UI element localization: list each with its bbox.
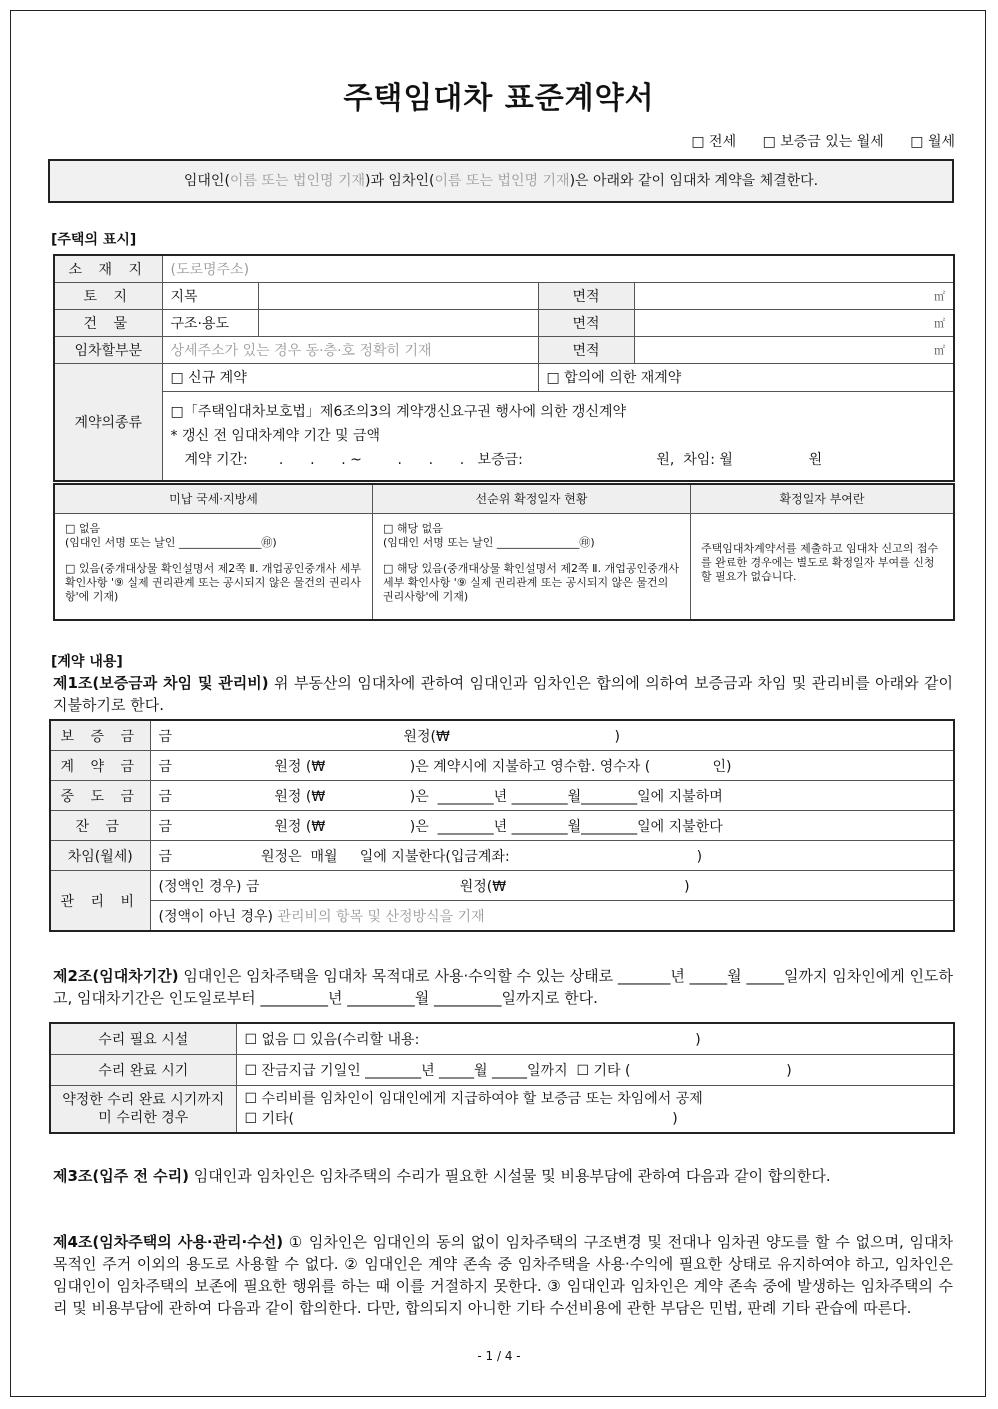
deposit-field[interactable]: 금 원정(₩ ): [150, 720, 954, 751]
unpaid-tax-header: 미납 국세·지방세: [55, 485, 372, 514]
renewal-cell: [162, 391, 954, 481]
article-4-title: 제4조(임차주택의 사용·관리·수선): [53, 1233, 284, 1251]
option-monthly[interactable]: □ 월세: [910, 134, 955, 150]
monthly-rent-field[interactable]: 금 원정은 매월 일에 지불한다(입금계좌: ): [150, 841, 954, 871]
prior-sign-line[interactable]: (임대인 서명 또는 날인 _______________㊞): [383, 536, 595, 549]
fixed-date-header: 확정일자 부여란: [691, 485, 953, 514]
unrepaired-label: 약정한 수리 완료 시기까지 미 수리한 경우: [50, 1086, 236, 1134]
new-contract-checkbox[interactable]: □ 신규 계약: [162, 364, 538, 392]
article-3-title: 제3조(입주 전 수리): [53, 1167, 190, 1185]
down-payment-label: 계 약 금: [50, 751, 150, 781]
intro-text-1: 임대인(: [183, 173, 230, 189]
agreed-recontract-checkbox[interactable]: □ 합의에 의한 재계약: [538, 364, 954, 392]
article-3: [53, 1165, 953, 1187]
housing-heading: [주택의 표시]: [51, 232, 137, 248]
housing-table: [53, 254, 955, 482]
contract-page: [10, 10, 986, 1397]
land-area-label: 면적: [538, 283, 634, 310]
fee-variable-placeholder: 관리비의 항목 및 산정방식을 기재: [277, 908, 485, 925]
deposit-label: 보 증 금: [50, 720, 150, 751]
article-1-text: 위 부동산의 임대차에 관하여 임대인과 임차인은 합의에 의하여 보증금과 차임 및 관리비를 아래와 같이 지불하기로 한다.: [53, 674, 953, 714]
article-2: [53, 965, 953, 1009]
leased-area-field[interactable]: ㎡: [634, 337, 954, 364]
unrepaired-cell: [236, 1086, 954, 1134]
balance-label: 잔 금: [50, 811, 150, 841]
interim-payment-label: 중 도 금: [50, 781, 150, 811]
landlord-name-field[interactable]: 이름 또는 법인명 기재: [229, 173, 365, 189]
article-4-text: ① 임차인은 임대인의 동의 없이 임차주택의 구조변경 및 전대나 임차권 양도를 할 수 없으며, 임대차 목적인 주거 이외의 용도로 사용할 수 없다. ② 임대인은 계약 존속 중 임차주택을 사용·수익에 필요한 상태로 유지하여야 하고, 임차인은 임대인이 임차주택의 보존에 필요한 행위를 하는 때 이를 거절하지 못한다. ③ 임대인과 임차인은 계약 존속 중에 발생하는 임차주택의 수리 및 비용부담에 관하여 다음과 같이 합의한다. 다만, 합의되지 아니한 기타 수선비용에 관한 부담은 민법, 판례 기타 관습에 따른다.: [53, 1233, 954, 1317]
repair-deadline-field[interactable]: ☐ 잔금지급 기일인 ________년 _____월 _____일까지 ☐ 기타 ( ): [236, 1055, 954, 1086]
contract-kind-label: 계약의종류: [54, 364, 162, 482]
repair-other-checkbox[interactable]: ☐ 기타( ): [244, 1111, 678, 1127]
repair-table: [49, 1022, 955, 1134]
location-label: 소 재 지: [54, 255, 162, 283]
renewal-detail[interactable]: 계약 기간: . . . ~ . . . 보증금: 원, 차임: 월 원: [184, 451, 823, 468]
leased-part-field[interactable]: 상세주소가 있는 경우 동·층·호 정확히 기재: [162, 337, 538, 364]
interim-payment-field[interactable]: 금 원정 (₩ )은 ________년 ________월________일에 지불하며: [150, 781, 954, 811]
building-area-field[interactable]: ㎡: [634, 310, 954, 337]
balance-field[interactable]: 금 원정 (₩ )은 ________년 ________월________일에 지불한다: [150, 811, 954, 841]
article-1-title: 제1조(보증금과 차임 및 관리비): [53, 674, 269, 692]
article-1: [53, 672, 953, 716]
document-title: 주택임대차 표준계약서: [343, 81, 655, 116]
land-category-label: 지목: [162, 283, 258, 310]
option-jeonse[interactable]: □ 전세: [691, 134, 737, 150]
repair-deadline-label: 수리 완료 시기: [50, 1055, 236, 1086]
fixed-date-column: [691, 485, 953, 619]
repair-deduct-checkbox[interactable]: ☐ 수리비를 임차인이 임대인에게 지급하여야 할 보증금 또는 차임에서 공제: [244, 1091, 703, 1107]
fee-variable-prefix: (정액이 아닌 경우): [158, 908, 278, 925]
renewal-note: * 갱신 전 임대차계약 기간 및 금액: [170, 427, 381, 444]
leased-area-label: 면적: [538, 337, 634, 364]
option-deposit-monthly[interactable]: □ 보증금 있는 월세: [762, 134, 884, 150]
unpaid-none-checkbox[interactable]: □ 없음: [65, 522, 101, 535]
unpaid-sign-line[interactable]: (임대인 서명 또는 날인 _______________㊞): [65, 536, 277, 549]
building-structure-label: 구조·용도: [162, 310, 258, 337]
management-fee-label: 관 리 비: [50, 871, 150, 932]
renewal-checkbox[interactable]: □「주택임대차보호법」제6조의3의 계약갱신요구권 행사에 의한 갱신계약: [170, 403, 627, 420]
payment-table: [49, 719, 955, 932]
down-payment-field[interactable]: 금 원정 (₩ )은 계약시에 지불하고 영수함. 영수자 ( 인): [150, 751, 954, 781]
repair-needed-label: 수리 필요 시설: [50, 1023, 236, 1055]
management-fee-variable-field[interactable]: [150, 901, 954, 932]
article-2-title: 제2조(임대차기간): [53, 967, 179, 985]
article-2-text: 임대인은 임차주택을 임대차 목적대로 사용·수익할 수 있는 상태로 _______년 _____월 _____일까지 임차인에게 인도하고, 임대차기간은 인도일로부터 _________년 _________월 _________일까지로 한다.: [53, 967, 953, 1007]
building-label: 건 물: [54, 310, 162, 337]
contract-type-options: [669, 131, 955, 151]
location-field[interactable]: (도로명주소): [162, 255, 954, 283]
intro-text-3: )은 아래와 같이 임대차 계약을 체결한다.: [569, 173, 819, 189]
fixed-date-text: 주택임대차계약서를 제출하고 임대차 신고의 접수를 완료한 경우에는 별도로 확정일자 부여를 신청할 필요가 없습니다.: [701, 542, 939, 583]
prior-none-checkbox[interactable]: □ 해당 없음: [383, 522, 443, 535]
prior-date-header: 선순위 확정일자 현황: [373, 485, 690, 514]
monthly-rent-label: 차임(월세): [50, 841, 150, 871]
tax-date-box: [53, 483, 955, 621]
building-area-label: 면적: [538, 310, 634, 337]
intro-box: [48, 159, 954, 203]
building-structure-field[interactable]: [258, 310, 538, 337]
article-4: [53, 1231, 953, 1319]
repair-needed-field[interactable]: ☐ 없음 ☐ 있음(수리할 내용: ): [236, 1023, 954, 1055]
page-number: - 1 / 4 -: [477, 1349, 521, 1363]
prior-exist-checkbox[interactable]: □ 해당 있음(중개대상물 확인설명서 제2쪽 Ⅱ. 개업공인중개사 세부 확인사항 '⑨ 실제 권리관계 또는 공시되지 않은 물건의 권리사항'에 기재): [383, 562, 679, 603]
management-fee-fixed-field[interactable]: (정액인 경우) 금 원정(₩ ): [150, 871, 954, 901]
land-category-field[interactable]: [258, 283, 538, 310]
contract-heading: [계약 내용]: [51, 654, 123, 670]
land-area-field[interactable]: ㎡: [634, 283, 954, 310]
article-3-text: 임대인과 임차인은 임차주택의 수리가 필요한 시설물 및 비용부담에 관하여 다음과 같이 합의한다.: [189, 1167, 831, 1185]
leased-part-label: 임차할부분: [54, 337, 162, 364]
land-label: 토 지: [54, 283, 162, 310]
unpaid-exist-checkbox[interactable]: □ 있음(중개대상물 확인설명서 제2쪽 Ⅱ. 개업공인중개사 세부 확인사항 '⑨ 실제 권리관계 또는 공시되지 않은 물건의 권리사항'에 기재): [65, 562, 361, 603]
prior-date-column: [373, 485, 691, 619]
intro-text-2: )과 임차인(: [365, 173, 435, 189]
tenant-name-field[interactable]: 이름 또는 법인명 기재: [434, 173, 570, 189]
unpaid-tax-column: [55, 485, 373, 619]
